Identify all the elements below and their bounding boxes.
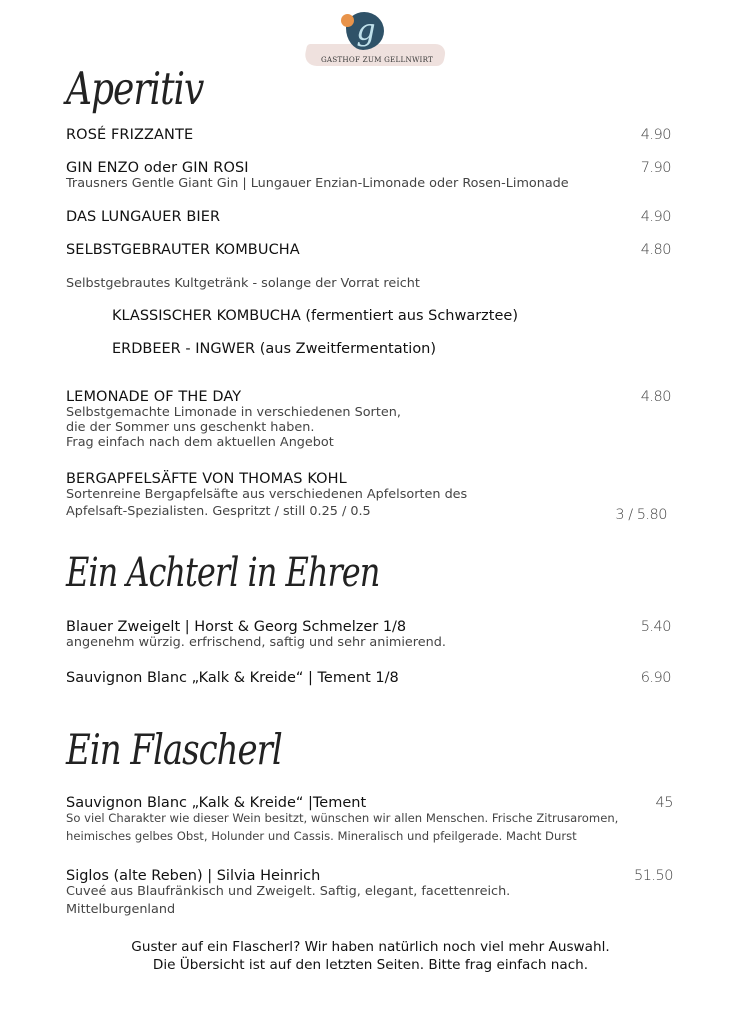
section-title-aperitiv: Aperitiv	[66, 63, 204, 115]
menu-item	[66, 389, 671, 450]
footer-line: Guster auf ein Flascherl? Wir haben natürlich noch viel mehr Auswahl.	[131, 939, 610, 955]
footer-line: Die Übersicht ist auf den letzten Seiten. Bitte frag einfach nach.	[152, 957, 589, 973]
item-price: 6.90	[640, 670, 671, 686]
item-price: 4.80	[640, 242, 671, 258]
footer-note	[0, 938, 741, 974]
menu-item	[66, 868, 671, 917]
item-name: Siglos (alte Reben) | Silvia Heinrich	[66, 868, 321, 884]
item-variant: KLASSISCHER KOMBUCHA (fermentiert aus Schwarztee)	[112, 308, 518, 324]
item-price: 3 / 5.80	[615, 507, 667, 523]
menu-item	[66, 242, 671, 258]
item-name: ROSÉ FRIZZANTE	[66, 127, 194, 143]
menu-item	[66, 160, 671, 191]
item-price: 4.90	[640, 127, 671, 143]
menu-item	[66, 127, 671, 143]
logo-monogram: g	[356, 13, 376, 48]
item-name: Sauvignon Blanc „Kalk & Kreide“ |Tement	[66, 795, 367, 811]
section-title-achterl: Ein Achterl in Ehren	[66, 548, 380, 596]
restaurant-logo	[305, 8, 445, 68]
item-price: 4.80	[640, 389, 671, 405]
item-description: Trausners Gentle Giant Gin | Lungauer Enzian-Limonade oder Rosen-Limonade	[66, 176, 569, 191]
item-description: Sortenreine Bergapfelsäfte aus verschiedenen Apfelsorten des	[66, 487, 468, 502]
item-price: 51.50	[633, 868, 673, 884]
item-description: Cuveé aus Blaufränkisch und Zweigelt. Saftig, elegant, facettenreich.	[66, 884, 511, 899]
item-name: LEMONADE OF THE DAY	[66, 389, 242, 405]
item-name: SELBSTGEBRAUTER KOMBUCHA	[66, 242, 300, 258]
item-description: Mittelburgenland	[66, 902, 176, 917]
item-name: Sauvignon Blanc „Kalk & Kreide“ | Tement 1/8	[66, 670, 399, 686]
item-name: GIN ENZO oder GIN ROSI	[66, 160, 249, 176]
item-price: 45	[655, 795, 673, 811]
menu-item	[66, 795, 671, 844]
item-name: Blauer Zweigelt | Horst & Georg Schmelzer 1/8	[66, 619, 407, 635]
item-name: BERGAPFELSÄFTE VON THOMAS KOHL	[66, 471, 347, 487]
item-variant: ERDBEER - INGWER (aus Zweitfermentation)	[112, 341, 437, 357]
item-description: angenehm würzig. erfrischend, saftig und sehr animierend.	[66, 635, 446, 650]
item-note: Selbstgebrautes Kultgetränk - solange der Vorrat reicht	[66, 276, 420, 291]
section-title-flascherl: Ein Flascherl	[66, 725, 282, 775]
item-description: Frag einfach nach dem aktuellen Angebot	[66, 435, 334, 450]
menu-item	[66, 209, 671, 225]
item-description: heimisches gelbes Obst, Holunder und Cassis. Mineralisch und pfeilgerade. Macht Durst	[66, 829, 577, 843]
item-description: Selbstgemachte Limonade in verschiedenen Sorten,	[66, 405, 401, 420]
logo-orange-dot	[341, 14, 354, 27]
logo-text: GASTHOF ZUM GELLNWIRT	[320, 55, 434, 64]
item-price: 7.90	[640, 160, 671, 176]
item-description: So viel Charakter wie dieser Wein besitzt, wünschen wir allen Menschen. Frische Zitrusaromen,	[66, 811, 619, 825]
item-price: 4.90	[640, 209, 671, 225]
item-description: Apfelsaft-Spezialisten. Gespritzt / still 0.25 / 0.5	[66, 504, 371, 519]
item-price: 5.40	[640, 619, 671, 635]
menu-item	[66, 471, 671, 523]
item-name: DAS LUNGAUER BIER	[66, 209, 221, 225]
item-description: die der Sommer uns geschenkt haben.	[66, 420, 315, 435]
menu-item	[66, 619, 671, 650]
menu-item	[66, 670, 671, 686]
